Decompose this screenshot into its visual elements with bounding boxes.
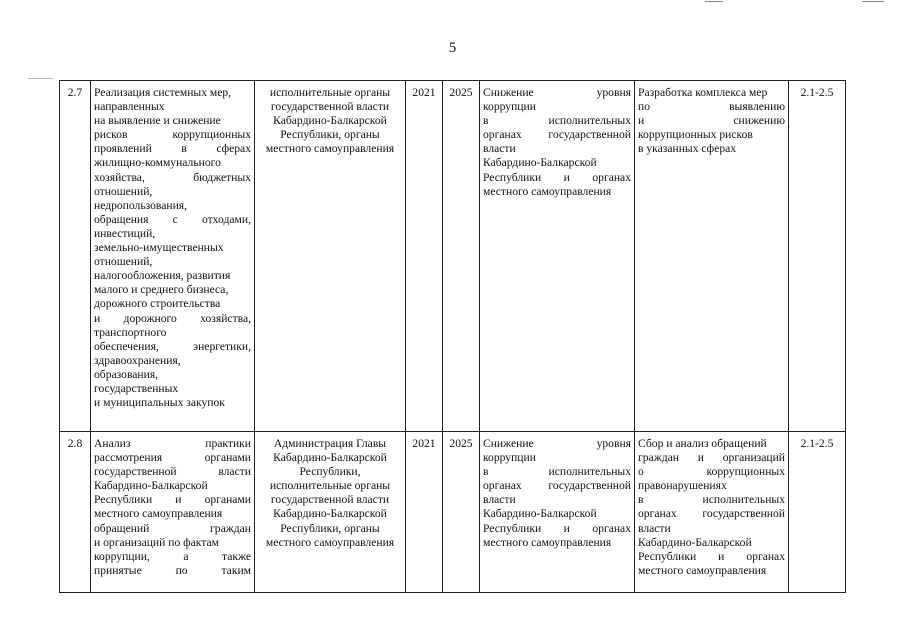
measure-text-line: Реализация системных мер,: [94, 86, 232, 99]
measure-text-line: обеспечения, энергетики,: [94, 339, 251, 353]
result-text-line: органах государственной: [483, 479, 631, 493]
indicator-text-line: Сбор и анализ обращений: [638, 437, 767, 450]
measure-text-line: и организаций по фактам: [94, 535, 219, 549]
indicator-text-line: правонарушениях: [638, 479, 727, 493]
measure-text: [91, 432, 255, 593]
measure-text-line: Анализ практики: [94, 437, 251, 450]
indicator-text-line: в указанных сферах: [638, 142, 737, 156]
measure-text-line: здравоохранения,: [94, 353, 181, 367]
result-text-line: власти: [483, 493, 516, 507]
measure-text-line: земельно-имущественных: [94, 241, 224, 255]
result-text-line: Кабардино-Балкарской: [483, 156, 597, 170]
measure-text-line: государственных: [94, 381, 179, 395]
executors-text: [255, 81, 406, 432]
result-text-line: коррупции: [483, 100, 536, 114]
result-text-line: Снижение уровня: [483, 86, 631, 99]
executors-text-line: Республики,: [299, 465, 361, 479]
measure-text-line: обращений граждан: [94, 521, 251, 535]
executors-text-line: Администрация Главы: [273, 437, 387, 450]
result-text-line: Республики и органах: [483, 170, 631, 184]
executors-text-line: Республики, органы: [280, 521, 380, 535]
result-text-line: Снижение уровня: [483, 437, 631, 450]
indicator-text-line: власти: [638, 521, 671, 535]
start-year: 2021: [406, 81, 443, 432]
result-text-line: местного самоуправления: [483, 184, 612, 198]
scan-mark-left: [28, 78, 54, 79]
result-text-line: Республики и органах: [483, 521, 631, 535]
measure-text-line: отношений,: [94, 184, 153, 198]
measure-text-line: Республики и органами: [94, 493, 251, 507]
measure-text-line: направленных: [94, 100, 165, 114]
scan-mark-top-right: [705, 1, 723, 2]
measure-text-line: обращения с отходами,: [94, 212, 251, 226]
result-text-line: органах государственной: [483, 128, 631, 142]
executors-text-line: исполнительные органы: [269, 86, 391, 99]
result-text-line: в исполнительных: [483, 465, 631, 479]
scan-mark-top-right-2: [862, 1, 884, 2]
measure-text-line: рассмотрения органами: [94, 451, 251, 465]
indicator-text-line: органах государственной: [638, 507, 785, 521]
measure-text: [91, 81, 255, 432]
measure-text-line: проявлений в сферах: [94, 142, 251, 156]
measure-text-line: коррупции, а также: [94, 549, 251, 563]
result-text-line: власти: [483, 142, 516, 156]
executors-text-line: государственной власти: [270, 100, 390, 114]
measure-text-line: инвестиций,: [94, 226, 156, 240]
row-number: 2.7: [60, 81, 91, 432]
measure-text-line: недропользования,: [94, 198, 188, 212]
measure-text-line: малого и среднего бизнеса,: [94, 283, 229, 297]
table-row: [60, 432, 846, 593]
measure-text-line: принятые по таким: [94, 563, 251, 577]
measure-text-line: хозяйства, бюджетных: [94, 170, 251, 184]
table-body: [60, 81, 846, 593]
indicator-text-line: по выявлению: [638, 100, 785, 114]
measure-text-line: государственной власти: [94, 465, 251, 479]
end-year: 2025: [443, 432, 480, 593]
indicator-text-line: Разработка комплекса мер: [638, 86, 768, 99]
task-reference: 2.1-2.5: [789, 81, 846, 432]
executors-text-line: Республики, органы: [280, 128, 380, 142]
executors-text-line: Кабардино-Балкарской: [273, 507, 387, 521]
measure-text-line: налогообложения, развития: [94, 269, 231, 283]
measure-text-line: и муниципальных закупок: [94, 396, 225, 410]
executors-text-line: местного самоуправления: [265, 535, 395, 549]
indicator-text-line: граждан и организаций: [638, 451, 785, 465]
executors-text-line: Кабардино-Балкарской: [273, 114, 387, 128]
task-reference: 2.1-2.5: [789, 432, 846, 593]
measure-text-line: жилищно-коммунального: [94, 156, 221, 170]
indicator-text-line: Кабардино-Балкарской: [638, 535, 752, 549]
measure-text-line: дорожного строительства: [94, 297, 221, 311]
measures-table: [59, 80, 846, 593]
end-year: 2025: [443, 81, 480, 432]
result-text-line: Кабардино-Балкарской: [483, 507, 597, 521]
indicator-text-line: местного самоуправления: [638, 563, 767, 577]
result-text: [480, 81, 635, 432]
measure-text-line: и дорожного хозяйства,: [94, 311, 251, 325]
executors-text-line: местного самоуправления: [265, 142, 395, 156]
measure-text-line: рисков коррупционных: [94, 128, 251, 142]
measure-text-line: образования,: [94, 367, 159, 381]
executors-text-line: исполнительные органы: [269, 479, 391, 493]
row-number: 2.8: [60, 432, 91, 593]
measure-text-line: местного самоуправления: [94, 507, 223, 521]
result-text-line: местного самоуправления: [483, 535, 612, 549]
indicator-text-line: о коррупционных: [638, 465, 785, 479]
page-number: 5: [448, 40, 457, 56]
measure-text-line: отношений,: [94, 255, 153, 269]
result-text-line: коррупции: [483, 451, 536, 465]
executors-text-line: государственной власти: [270, 493, 390, 507]
indicator-text: [635, 432, 789, 593]
executors-text: [255, 432, 406, 593]
indicator-text-line: в исполнительных: [638, 493, 785, 507]
result-text: [480, 432, 635, 593]
measure-text-line: Кабардино-Балкарской: [94, 479, 208, 493]
table-row: [60, 81, 846, 432]
start-year: 2021: [406, 432, 443, 593]
indicator-text-line: коррупционных рисков: [638, 128, 753, 142]
indicator-text: [635, 81, 789, 432]
result-text-line: в исполнительных: [483, 114, 631, 128]
indicator-text-line: Республики и органах: [638, 549, 785, 563]
indicator-text-line: и снижению: [638, 114, 785, 128]
measure-text-line: на выявление и снижение: [94, 114, 221, 128]
measure-text-line: транспортного: [94, 325, 167, 339]
executors-text-line: Кабардино-Балкарской: [273, 451, 387, 465]
